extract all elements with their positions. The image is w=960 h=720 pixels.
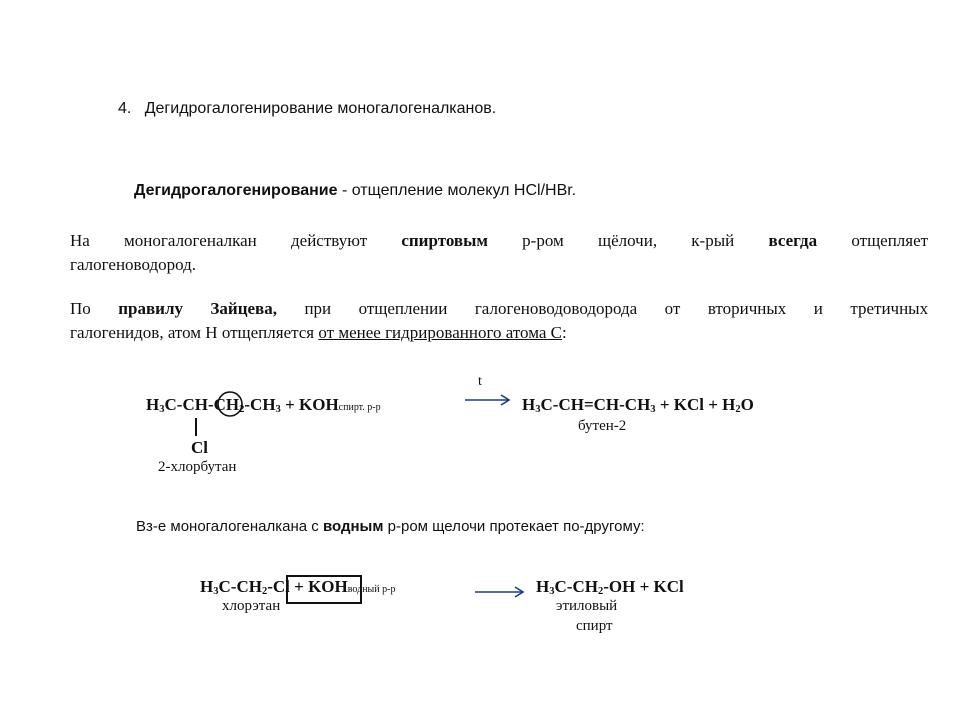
word: На	[70, 231, 90, 250]
line-text: :	[562, 323, 567, 342]
word: По	[70, 299, 91, 318]
paragraph-reagent-line-1	[70, 229, 928, 253]
reaction-2-arrow	[474, 586, 526, 598]
word: действуют	[291, 231, 368, 250]
word: моногалогеналкан	[124, 231, 257, 250]
paragraph-zaitsev-line-1	[70, 297, 928, 321]
definition-term: Дегидрогалогенирование	[134, 182, 338, 199]
highlight-box	[286, 575, 362, 604]
arrow-label-temperature: t	[478, 374, 482, 389]
paragraph-zaitsev	[70, 297, 928, 345]
koh-condition-aqueous: водный р-р	[347, 584, 396, 595]
reaction-2-reactants: $H_3C-CH_2-Cl$ + KOHводный р-р	[200, 577, 396, 597]
word: отщепляет	[851, 231, 929, 250]
word: к-рый	[691, 231, 735, 250]
reaction-1-arrow	[464, 394, 512, 406]
section-number: 4.	[118, 100, 132, 117]
word: отщеплении	[358, 299, 448, 318]
definition-text: - отщепление молекул HCl/HBr.	[337, 182, 577, 199]
word-bold-alcoholic: спиртовым	[401, 231, 488, 250]
note-aqueous	[136, 518, 645, 535]
underlined-rule: от менее гидрированного атома С	[318, 323, 563, 342]
word: и	[813, 299, 823, 318]
highlight-circle	[216, 390, 244, 418]
product-name-alcohol: спирт	[576, 618, 613, 634]
reactant-name-2-chlorobutane: 2-хлорбутан	[158, 459, 237, 475]
word: третичных	[850, 299, 929, 318]
paragraph-zaitsev-line-2	[70, 321, 928, 345]
reaction-1-reactants: $H_3C-CH-CH_2-CH_3$ + KOHспирт. р-р	[146, 395, 381, 415]
substituent-bond	[195, 418, 197, 436]
reaction-1-products: $H_3C-CH=CH-CH_3$ + KCl + $H_2O$	[522, 395, 754, 415]
note-bold-aqueous: водным	[322, 518, 384, 535]
note-text: р-ром щелочи протекает по-другому:	[383, 518, 645, 535]
word: р-ром	[522, 231, 564, 250]
word: от	[664, 299, 681, 318]
section-heading	[118, 100, 496, 118]
reaction-2-products: $H_3C-CH_2-OH$ + KCl	[536, 577, 684, 597]
koh-condition-alcoholic: спирт. р-р	[338, 402, 381, 413]
word-bold-zaitsev-rule: правилу Зайцева,	[118, 299, 277, 318]
note-text: Вз-е моногалогеналкана с	[136, 518, 323, 535]
word: вторичных	[707, 299, 787, 318]
word: при	[304, 299, 332, 318]
definition	[134, 182, 576, 200]
section-title: Дегидрогалогенирование моногалогеналканов.	[144, 100, 497, 117]
product-name-ethyl: этиловый	[556, 598, 618, 614]
word-bold-always: всегда	[768, 231, 818, 250]
word: щёлочи,	[598, 231, 658, 250]
substituent-chlorine: Cl	[191, 438, 208, 457]
word: галогеноводоводорода	[474, 299, 638, 318]
reactant-name-chloroethane: хлорэтан	[222, 598, 281, 614]
product-name-butene-2: бутен-2	[578, 418, 627, 434]
paragraph-reagent	[70, 229, 928, 277]
paragraph-reagent-line-2: галогеноводород.	[70, 255, 197, 274]
line-text: галогенидов, атом H отщепляется	[70, 323, 319, 342]
